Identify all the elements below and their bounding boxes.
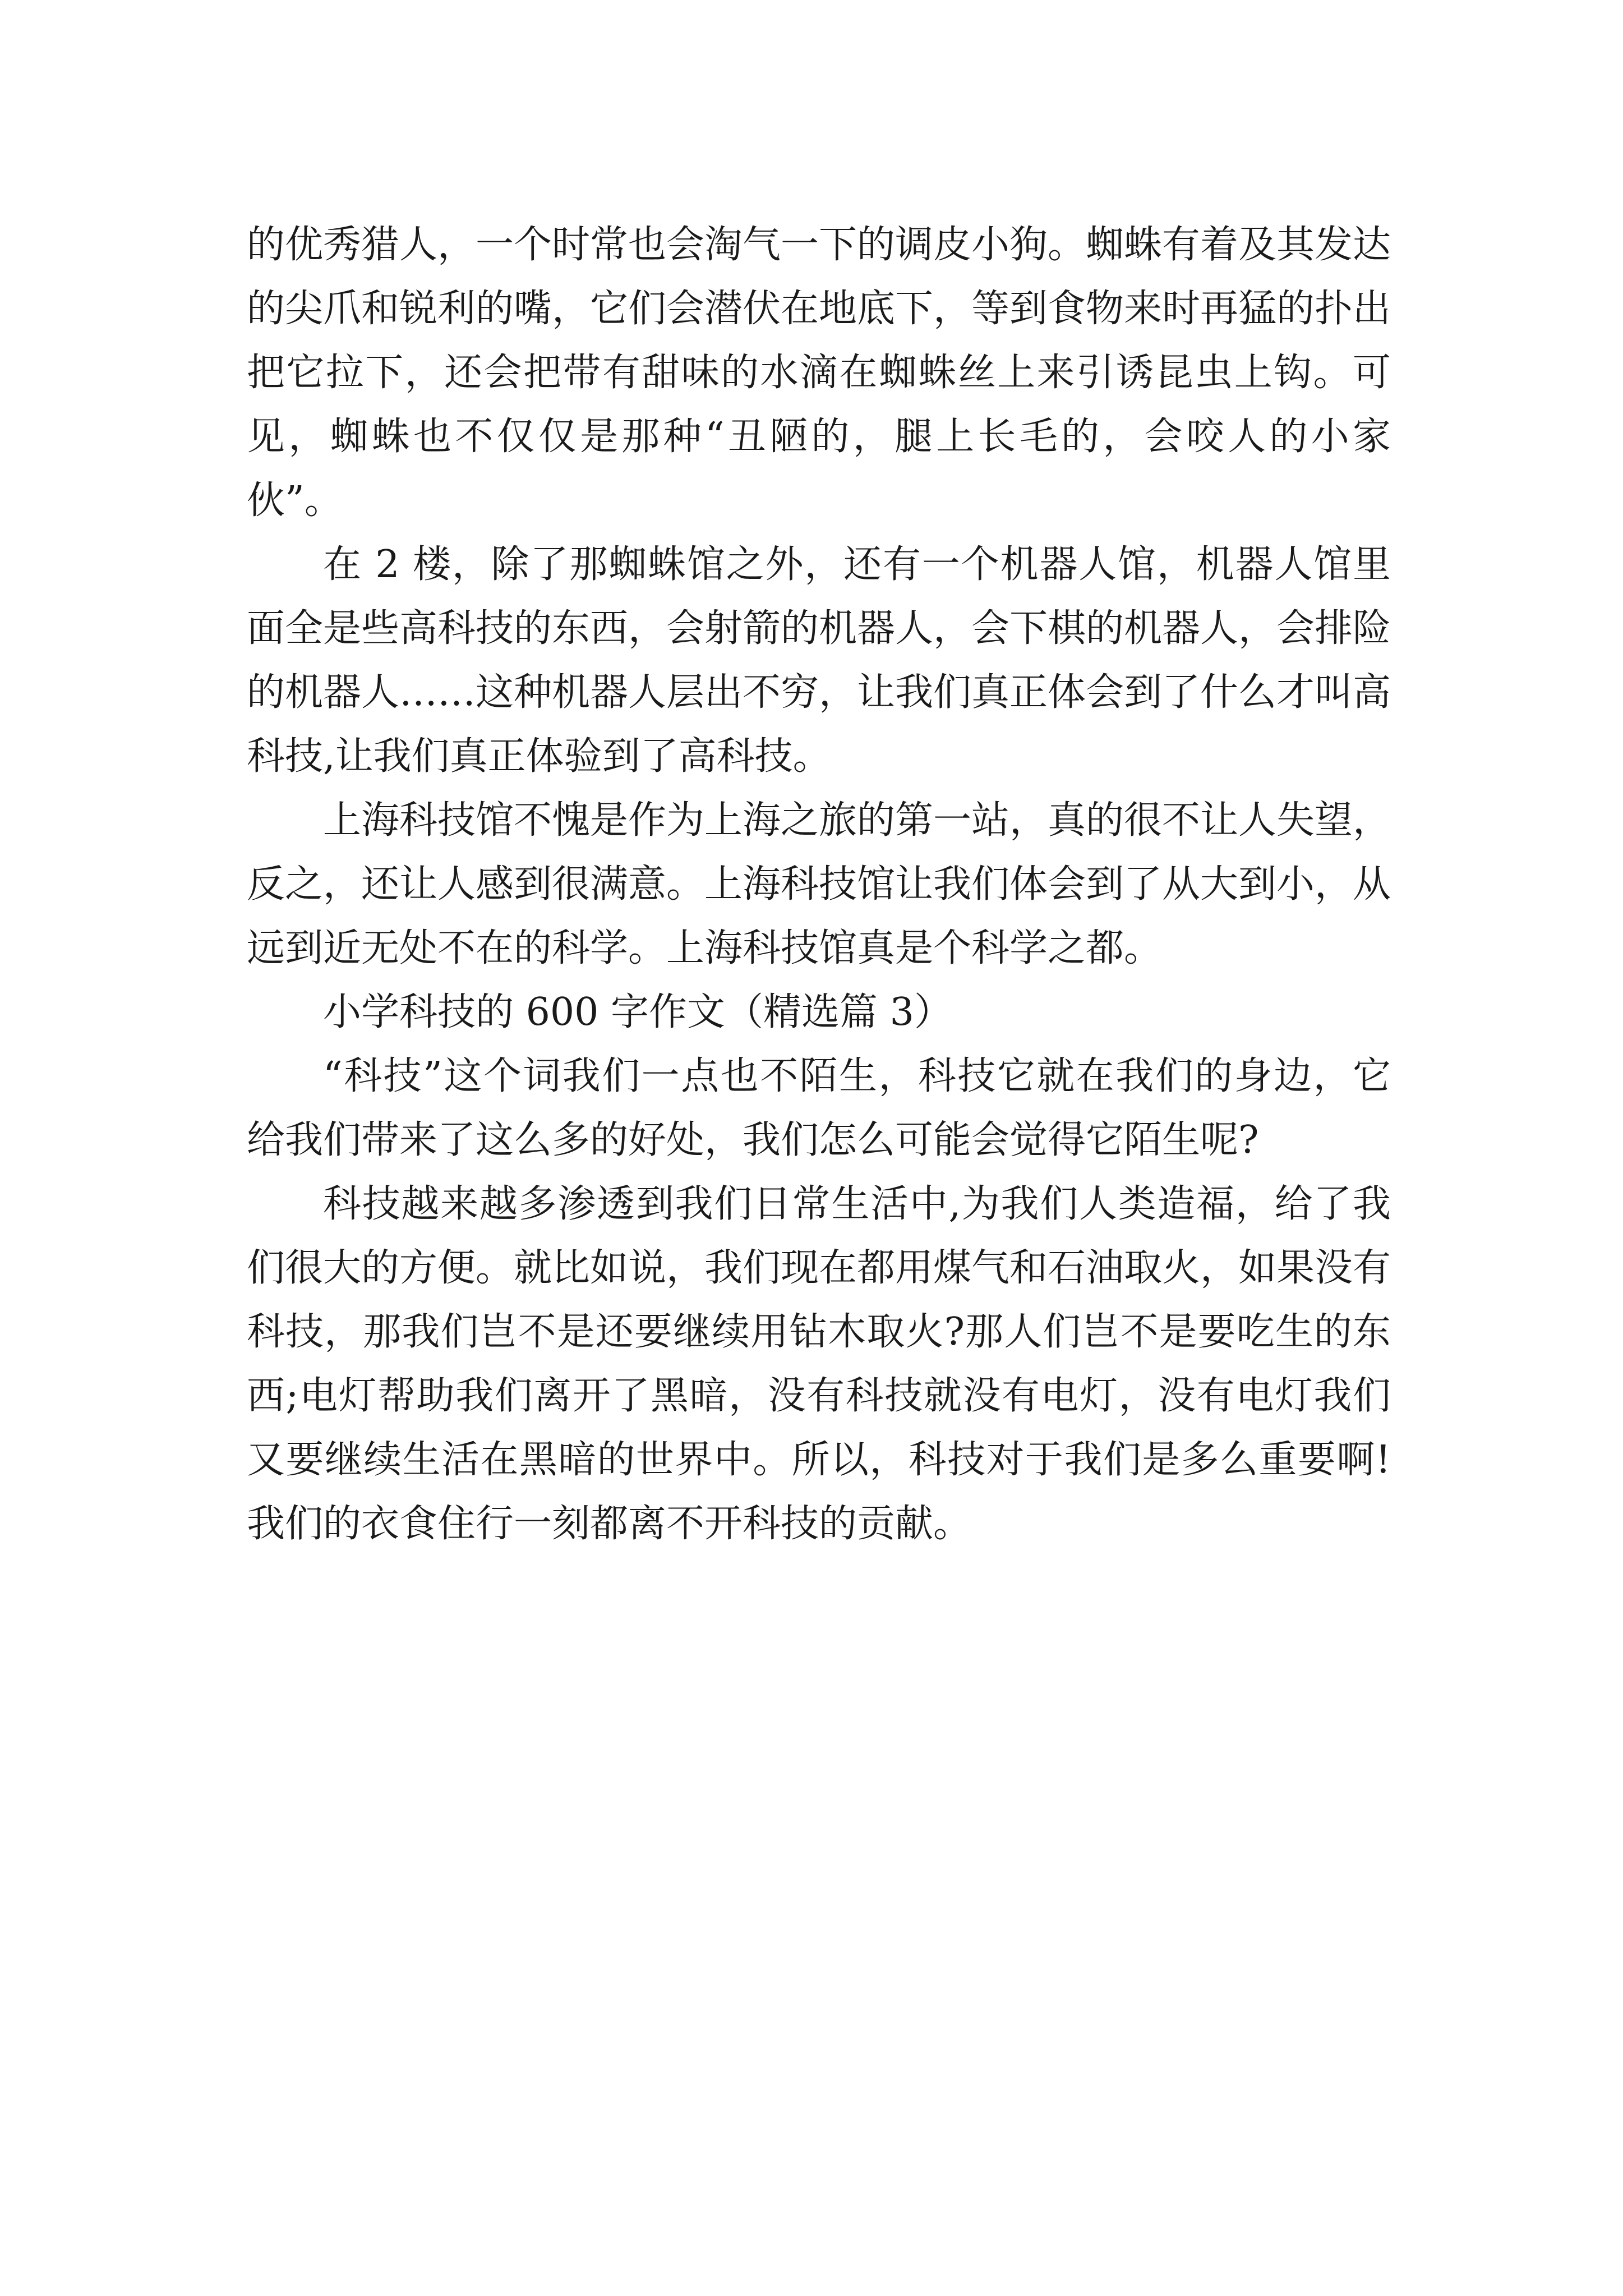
section-heading: 小学科技的 600 字作文（精选篇 3） (323, 990, 952, 1034)
paragraph-spider-continued: 的优秀猎人，一个时常也会淘气一下的调皮小狗。蜘蛛有着及其发达的尖爪和锐利的嘴，它们会潜伏在地底下，等到食物来时再猛的扑出把它拉下，还会把带有甜味的水滴在蜘蛛丝上来引诱昆虫上钩。可见，蜘蛛也不仅仅是那种“丑陋的，腿上长毛的，会咬人的小家伙”。 (247, 223, 1391, 523)
paragraph-technology-daily-life: 科技越来越多渗透到我们日常生活中,为我们人类造福，给了我们很大的方便。就比如说，我们现在都用煤气和石油取火，如果没有科技，那我们岂不是还要继续用钻木取火?那人们岂不是要吃生的东西;电灯帮助我们离开了黑暗，没有科技就没有电灯，没有电灯我们又要继续生活在黑暗的世界中。所以，科技对于我们是多么重要啊!我们的衣食住行一刻都离不开科技的贡献。 (247, 1182, 1391, 1546)
paragraph-robot-hall: 在 2 楼，除了那蜘蛛馆之外，还有一个机器人馆，机器人馆里面全是些高科技的东西，会射箭的机器人，会下棋的机器人，会排险的机器人……这种机器人层出不穷，让我们真正体会到了什么才叫高科技,让我们真正体验到了高科技。 (247, 542, 1391, 779)
document-page (247, 213, 1391, 1556)
paragraph-technology-intro: “科技”这个词我们一点也不陌生，科技它就在我们的身边，它给我们带来了这么多的好处，我们怎么可能会觉得它陌生呢? (247, 1054, 1391, 1162)
paragraph-science-museum-summary: 上海科技馆不愧是作为上海之旅的第一站，真的很不让人失望，反之，还让人感到很满意。上海科技馆让我们体会到了从大到小，从远到近无处不在的科学。上海科技馆真是个科学之都。 (247, 798, 1391, 970)
